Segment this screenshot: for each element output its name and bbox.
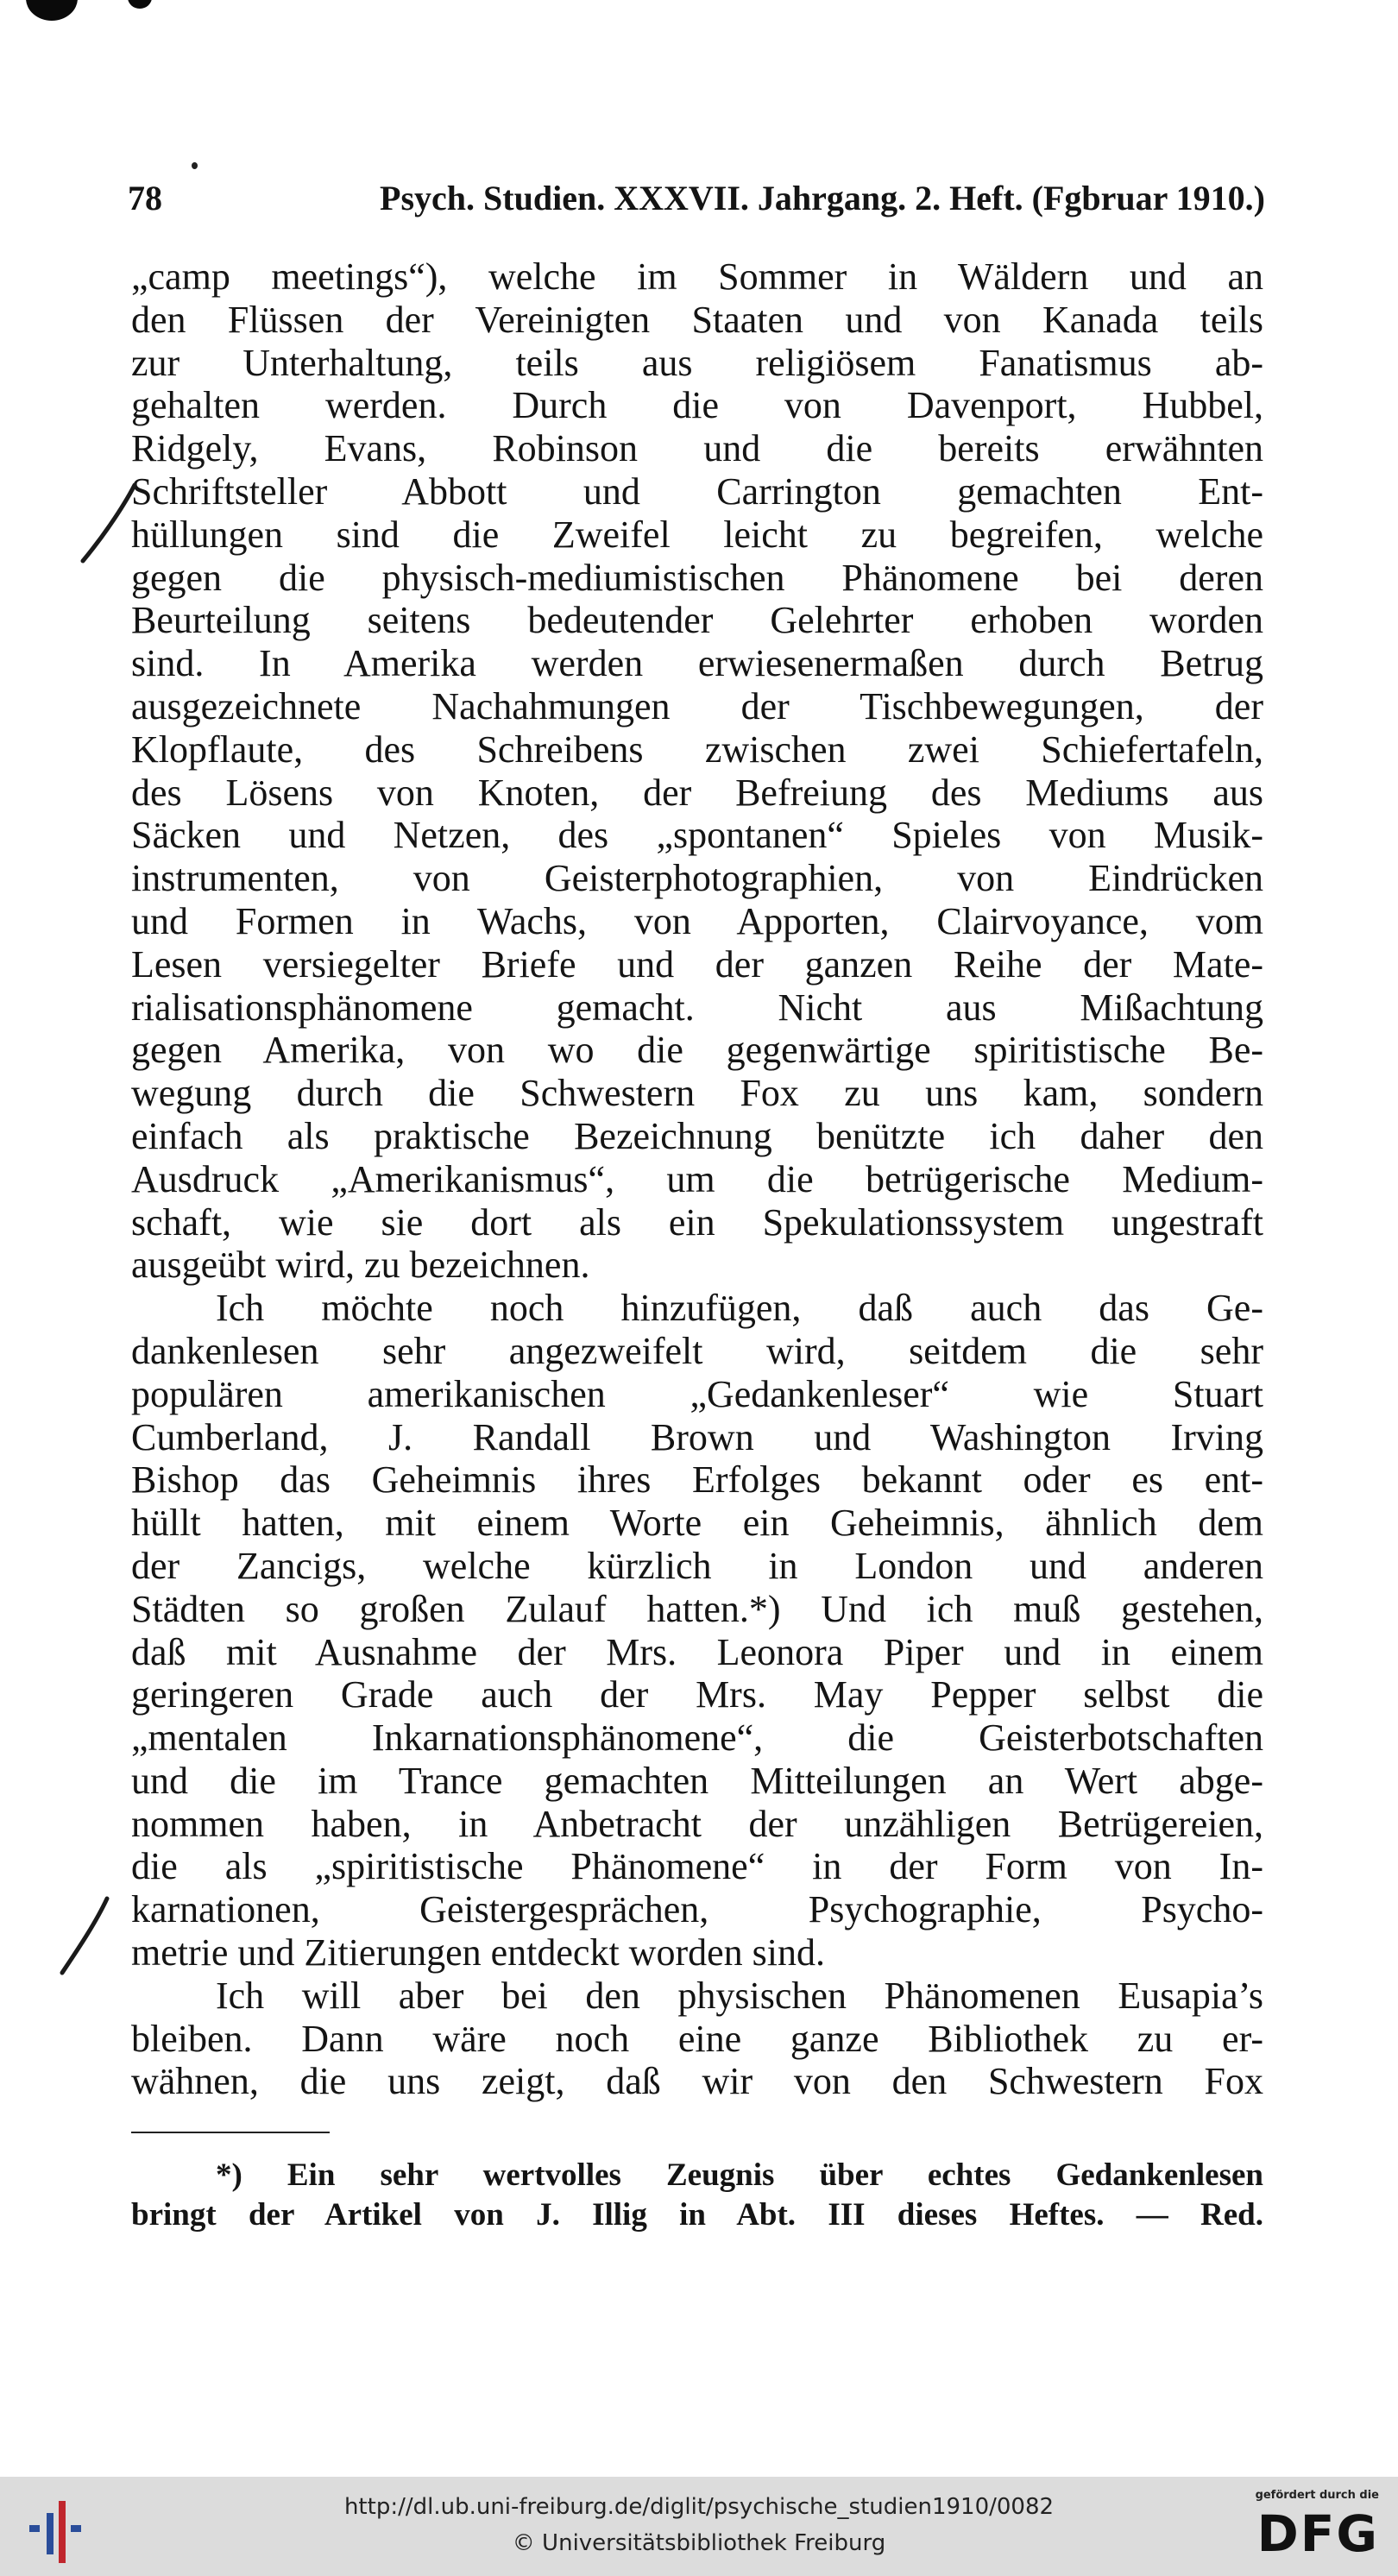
text-line: einfach als praktische Bezeichnung benützte ich daher den	[131, 1114, 1263, 1157]
pencil-margin-mark	[54, 1892, 116, 1978]
text-line: hüllt hatten, mit einem Worte ein Geheimnis, ähnlich dem	[131, 1502, 1263, 1545]
text-line: bleiben. Dann wäre noch eine ganze Bibliothek zu er-	[131, 2017, 1263, 2060]
text-line: Klopflaute, des Schreibens zwischen zwei Schiefertafeln,	[131, 727, 1263, 771]
text-line: hüllungen sind die Zweifel leicht zu begreifen, welche	[131, 513, 1263, 556]
text-line: ausgezeichnete Nachahmungen der Tischbewegungen, der	[131, 684, 1263, 727]
text-line: gegen Amerika, von wo die gegenwärtige spiritistische Be-	[131, 1029, 1263, 1072]
text-line: Lesen versiegelter Briefe und der ganzen Reihe der Mate-	[131, 942, 1263, 986]
running-title: Psych. Studien. XXXVII. Jahrgang. 2. Heft. (Fgbruar 1910.)	[380, 179, 1265, 217]
text-line: den Flüssen der Vereinigten Staaten und von Kanada teils	[131, 298, 1263, 341]
text-line: „mentalen Inkarnationsphänomene“, die Geisterbotschaften	[131, 1716, 1263, 1760]
text-line: die als „spiritistische Phänomene“ in der Form von In-	[131, 1845, 1263, 1888]
text-line: gegen die physisch-mediumistischen Phänomene bei deren	[131, 556, 1263, 599]
text-line: Ausdruck „Amerikanismus“, um die betrügerische Medium-	[131, 1157, 1263, 1200]
text-line: wähnen, die uns zeigt, daß wir von den Schwestern Fox	[131, 2060, 1263, 2103]
text-line: des Lösens von Knoten, der Befreiung des Mediums aus	[131, 771, 1263, 814]
text-line: Bishop das Geheimnis ihres Erfolges bekannt oder es ent-	[131, 1458, 1263, 1502]
copyright-notice: © Universitätsbibliothek Freiburg	[512, 2530, 886, 2556]
ink-blot-mark	[26, 0, 78, 21]
text-line: Schriftsteller Abbott und Carrington gemachten Ent-	[131, 469, 1263, 513]
footnote	[131, 2156, 1263, 2235]
text-line: der Zancigs, welche kürzlich in London und anderen	[131, 1544, 1263, 1587]
text-line: gehalten werden. Durch die von Davenport, Hubbel,	[131, 384, 1263, 427]
footnote-line: *) Ein sehr wertvolles Zeugnis über echtes Gedankenlesen	[216, 2157, 1263, 2193]
text-line: Säcken und Netzen, des „spontanen“ Spieles von Musik-	[131, 814, 1263, 857]
text-line: Ridgely, Evans, Robinson und die bereits erwähnten	[131, 427, 1263, 470]
ink-dot	[192, 162, 198, 169]
running-head	[128, 177, 1265, 220]
text-line: schaft, wie sie dort als ein Spekulationssystem ungestraft	[131, 1200, 1263, 1244]
text-line: instrumenten, von Geisterphotographien, von Eindrücken	[131, 857, 1263, 900]
source-url[interactable]: http://dl.ub.uni-freiburg.de/diglit/psychische_studien1910/0082	[343, 2494, 1055, 2520]
text-line: karnationen, Geistergesprächen, Psychographie, Psycho-	[131, 1888, 1263, 1931]
text-line: Ich will aber bei den physischen Phänomenen Eusapia’s	[216, 1974, 1263, 2017]
ink-blot-mark-small	[128, 0, 152, 9]
text-line: populären amerikanischen „Gedankenleser“ wie Stuart	[131, 1372, 1263, 1415]
page-number: 78	[128, 179, 162, 217]
text-line: Beurteilung seitens bedeutender Gelehrter erhoben worden	[131, 599, 1263, 642]
footnote-line: bringt der Artikel von J. Illig in Abt. III dieses Heftes. — Red.	[131, 2197, 1263, 2233]
text-line: zur Unterhaltung, teils aus religiösem Fanatismus ab-	[131, 341, 1263, 384]
footer-bar	[0, 2477, 1398, 2576]
text-line: wegung durch die Schwestern Fox zu uns kam, sondern	[131, 1072, 1263, 1115]
dfg-logo: DFG	[1256, 2504, 1379, 2563]
pencil-margin-mark	[74, 480, 143, 566]
text-line: Cumberland, J. Randall Brown und Washington Irving	[131, 1415, 1263, 1458]
text-line: rialisationsphänomene gemacht. Nicht aus Mißachtung	[131, 986, 1263, 1029]
dfg-caption: gefördert durch die	[1255, 2489, 1379, 2502]
text-line: geringeren Grade auch der Mrs. May Pepper selbst die	[131, 1673, 1263, 1716]
text-line: Städten so großen Zulauf hatten.*) Und ich muß gestehen,	[131, 1587, 1263, 1630]
text-line: und Formen in Wachs, von Apporten, Clairvoyance, vom	[131, 899, 1263, 942]
text-line: nommen haben, in Anbetracht der unzähligen Betrügereien,	[131, 1802, 1263, 1845]
footnote-rule	[131, 2132, 330, 2133]
text-line: metrie und Zitierungen entdeckt worden sind.	[131, 1931, 825, 1975]
text-line: und die im Trance gemachten Mitteilungen an Wert abge-	[131, 1759, 1263, 1802]
text-line: ausgeübt wird, zu bezeichnen.	[131, 1244, 590, 1287]
text-line: Ich möchte noch hinzufügen, daß auch das Ge-	[216, 1287, 1263, 1330]
body-text	[131, 255, 1263, 2103]
text-line: sind. In Amerika werden erwiesenermaßen durch Betrug	[131, 642, 1263, 685]
text-line: „camp meetings“), welche im Sommer in Wäldern und an	[131, 255, 1263, 298]
text-line: dankenlesen sehr angezweifelt wird, seitdem die sehr	[131, 1329, 1263, 1372]
text-line: daß mit Ausnahme der Mrs. Leonora Piper und in einem	[131, 1630, 1263, 1673]
